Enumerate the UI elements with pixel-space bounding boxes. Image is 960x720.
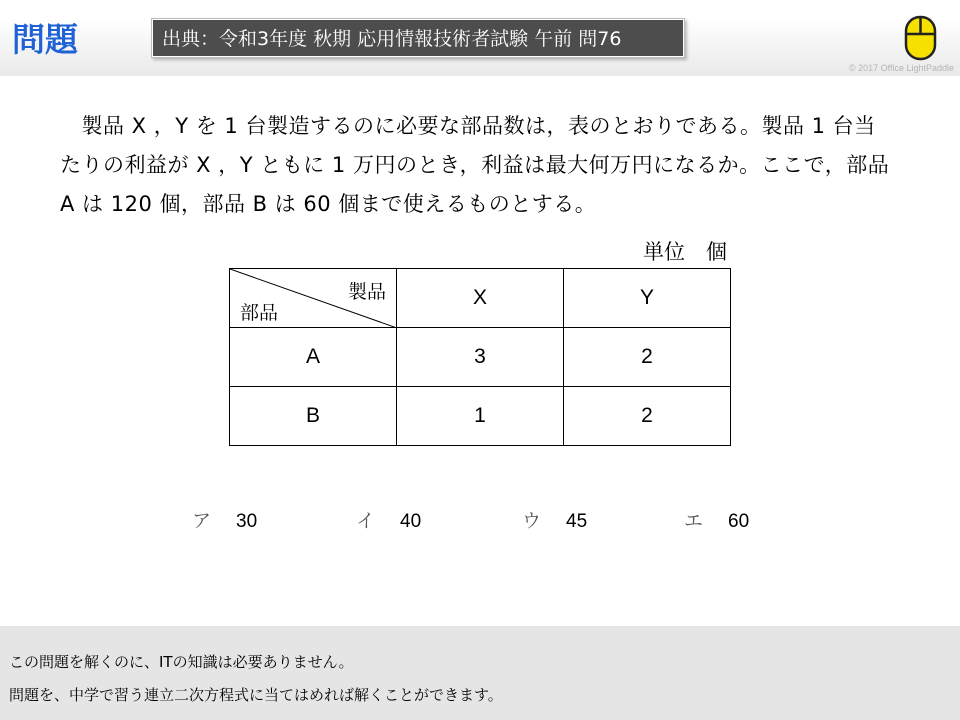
- copyright-text: © 2017 Office LightPaddle: [848, 63, 954, 73]
- cell-b-y: 2: [564, 387, 731, 446]
- table-header-row: [230, 269, 731, 328]
- choice-a[interactable]: [192, 508, 257, 535]
- table-corner-cell: [230, 269, 397, 328]
- choice-value: 30: [236, 511, 258, 532]
- page-title: 問題: [12, 20, 78, 59]
- cell-a-y: 2: [564, 328, 731, 387]
- row-label-a: A: [230, 328, 397, 387]
- question-line: 製品 X ，Y を 1 台製造するのに必要な部品数は，表のとおりである。製品 1 台当: [60, 114, 876, 138]
- choice-key: ア: [192, 510, 212, 532]
- corner-part-label: 部品: [240, 302, 279, 324]
- row-label-b: B: [230, 387, 397, 446]
- choice-key: エ: [684, 510, 704, 532]
- question-text: [60, 107, 910, 224]
- choice-e[interactable]: [684, 508, 749, 535]
- cell-a-x: 3: [397, 328, 564, 387]
- table-row: [230, 328, 731, 387]
- choice-key: イ: [356, 510, 376, 532]
- choice-i[interactable]: [356, 508, 421, 535]
- choice-value: 40: [400, 511, 422, 532]
- footer-line: この問題を解くのに、ITの知識は必要ありません。: [9, 653, 354, 671]
- source-label: 出典：令和3年度 秋期 応用情報技術者試験 午前 問76: [151, 18, 685, 58]
- footer-note: [0, 626, 960, 720]
- column-header-x: X: [397, 269, 564, 328]
- choice-value: 45: [566, 511, 588, 532]
- table-row: [230, 387, 731, 446]
- choice-value: 60: [728, 511, 750, 532]
- parts-table: [229, 268, 731, 446]
- question-line: たりの利益が X ，Y ともに 1 万円のとき，利益は最大何万円になるか。ここで，部品: [60, 153, 890, 177]
- choice-u[interactable]: [522, 508, 587, 535]
- cell-b-x: 1: [397, 387, 564, 446]
- header-bar: [0, 0, 960, 76]
- table-unit-label: 単位 個: [643, 240, 727, 264]
- footer-line: 問題を、中学で習う連立二次方程式に当てはめれば解くことができます。: [9, 686, 503, 704]
- column-header-y: Y: [564, 269, 731, 328]
- mouse-icon[interactable]: [904, 15, 937, 61]
- choice-key: ウ: [522, 510, 542, 532]
- corner-product-label: 製品: [347, 281, 386, 303]
- question-line: A は 120 個，部品 B は 60 個まで使えるものとする。: [60, 192, 597, 216]
